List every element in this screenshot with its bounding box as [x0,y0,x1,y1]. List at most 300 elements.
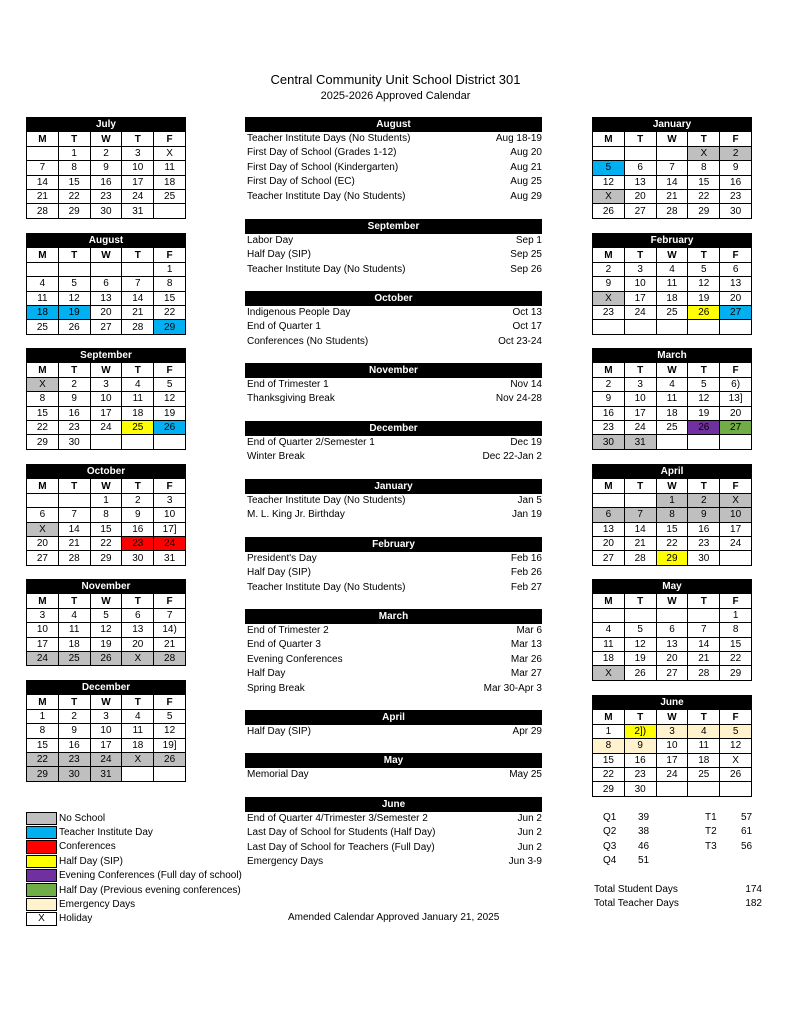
event-row [245,450,542,464]
legend-label: Teacher Institute Day [59,827,153,839]
day-cell: 18 [154,175,186,189]
day-cell: 21 [688,651,720,665]
stat-row [705,811,752,825]
event-row [245,581,542,595]
event-name: Indigenous People Day [247,307,351,318]
day-cell [656,435,688,449]
legend-item [26,854,286,868]
weekday-header: T [624,710,656,724]
day-cell: 24 [656,767,688,781]
day-cell: 30 [122,551,154,565]
weekday-header: F [154,695,186,709]
stat-value: 38 [638,826,650,838]
weekday-header: F [720,594,752,608]
day-cell: 10 [720,508,752,522]
legend-swatch [26,826,57,839]
month-calendar [592,233,752,335]
month-header: May [593,580,752,594]
day-cell: 31 [624,435,656,449]
event-name: First Day of School (EC) [247,176,355,188]
day-cell: 19 [624,651,656,665]
day-cell [624,320,656,334]
legend-item [26,840,286,854]
day-cell: 1 [593,724,625,738]
day-cell: 6 [593,508,625,522]
day-cell [720,782,752,796]
day-cell [27,493,59,507]
event-month-header: September [245,219,542,234]
event-name: Conferences (No Students) [247,335,369,347]
stat-row [705,825,752,839]
event-month-header: February [245,537,542,552]
month-calendar [592,117,752,219]
weekday-header: M [27,248,59,262]
day-cell: 27 [656,666,688,680]
day-cell: 18 [656,291,688,305]
day-cell [90,435,122,449]
event-month-header: June [245,797,542,812]
event-date: Mar 30-Apr 3 [483,682,542,694]
day-cell: 24 [122,189,154,203]
day-cell: 11 [122,392,154,406]
day-cell: X [593,291,625,305]
day-cell: 24 [624,420,656,434]
month-calendar [592,579,752,681]
day-cell: 4 [27,277,59,291]
weekday-header: M [593,710,625,724]
event-row [245,175,542,189]
weekday-header: M [593,248,625,262]
day-cell: 27 [27,551,59,565]
day-cell: 14 [58,522,90,536]
legend-item [26,897,286,911]
event-row [245,638,542,652]
day-cell: 16 [122,522,154,536]
day-cell: X [122,752,154,766]
day-cell: 14 [656,175,688,189]
weekday-header: M [593,363,625,377]
event-date: Aug 29 [510,190,542,202]
event-month-header: December [245,421,542,436]
event-month-header: March [245,609,542,624]
page-title: Central Community Unit School District 301 [270,72,521,87]
weekday-header: T [688,248,720,262]
weekday-header: T [624,363,656,377]
day-cell: 9 [58,392,90,406]
day-cell: 8 [154,277,186,291]
day-cell: 3 [656,724,688,738]
day-cell: 7 [624,508,656,522]
day-cell [688,320,720,334]
day-cell: 9 [58,724,90,738]
event-date: Jan 19 [511,509,542,521]
day-cell: 30 [593,435,625,449]
event-date: Mar 27 [510,668,542,680]
month-header: August [27,234,186,248]
day-cell: 12 [154,724,186,738]
day-cell [688,782,720,796]
weekday-header: F [720,248,752,262]
event-row [245,306,542,320]
weekday-header: T [58,363,90,377]
total-value: 174 [745,884,762,895]
day-cell: 26 [90,651,122,665]
day-cell [58,262,90,276]
day-cell: 28 [154,651,186,665]
weekday-header: M [27,695,59,709]
event-name: First Day of School (Kindergarten) [247,161,399,173]
event-name: Last Day of School for Students (Half Day) [247,827,436,839]
weekday-header: W [656,248,688,262]
day-cell: 29 [154,320,186,334]
page-subtitle: 2025-2026 Approved Calendar [320,90,471,102]
month-calendar [592,348,752,450]
weekday-header: T [122,363,154,377]
stat-label: Q2 [603,826,617,838]
day-cell: 30 [58,435,90,449]
event-date: Oct 17 [512,321,542,333]
event-group [245,609,542,696]
day-cell: 25 [27,320,59,334]
event-row [245,248,542,262]
stat-value: 39 [638,812,650,823]
event-name: Thanksgiving Break [247,393,335,405]
weekday-header: F [154,132,186,146]
day-cell: 12 [58,291,90,305]
day-cell: 18 [593,651,625,665]
day-cell: 9 [688,508,720,522]
day-cell: 20 [122,637,154,651]
month-calendar [26,233,186,335]
day-cell: 28 [656,204,688,218]
day-cell: 11 [593,637,625,651]
day-cell: 26 [58,320,90,334]
stat-value: 57 [741,812,753,823]
event-date: Oct 23-24 [498,335,542,347]
event-row [245,436,542,450]
weekday-header: W [90,363,122,377]
month-calendar [26,117,186,219]
event-month-header: August [245,117,542,132]
day-cell: 12 [90,623,122,637]
legend-swatch: X [26,912,57,925]
day-cell: 17 [90,406,122,420]
day-cell: 6 [720,262,752,276]
day-cell: 2 [593,262,625,276]
weekday-header: F [720,479,752,493]
day-cell: 28 [624,551,656,565]
day-cell: 17 [122,175,154,189]
day-cell: 16 [624,753,656,767]
month-header: February [593,234,752,248]
weekday-header: T [688,479,720,493]
event-row [245,667,542,681]
weekday-header: M [27,479,59,493]
weekday-header: W [656,479,688,493]
day-cell [624,608,656,622]
weekday-header: T [58,248,90,262]
day-cell: 22 [27,752,59,766]
legend-swatch [26,898,57,911]
day-cell: 20 [27,536,59,550]
event-row [245,653,542,667]
event-date: Jun 2 [517,813,542,824]
event-row [245,508,542,522]
day-cell: 30 [90,204,122,218]
event-name: M. L. King Jr. Birthday [247,509,345,521]
day-cell [90,262,122,276]
day-cell: 10 [624,392,656,406]
day-cell [656,146,688,160]
day-cell [593,608,625,622]
day-cell: 18 [656,406,688,420]
day-cell [688,608,720,622]
day-cell: 6 [624,161,656,175]
legend [26,811,286,926]
legend-label: Holiday [59,913,93,925]
day-cell [122,767,154,781]
weekday-header: T [122,695,154,709]
day-cell: 5 [720,724,752,738]
day-cell: 20 [720,406,752,420]
day-cell: 15 [27,406,59,420]
event-row [245,725,542,739]
day-cell: 8 [656,508,688,522]
day-cell: 15 [720,637,752,651]
legend-label: Half Day (SIP) [59,855,123,867]
weekday-header: W [656,132,688,146]
event-group [245,753,542,782]
month-calendar [26,464,186,566]
day-cell: 26 [720,767,752,781]
day-cell: 4 [122,377,154,391]
event-name: End of Quarter 4/Trimester 3/Semester 2 [247,813,428,824]
event-name: Teacher Institute Day (No Students) [247,190,406,202]
weekday-header: T [122,594,154,608]
event-name: President's Day [247,553,317,564]
day-cell: 2 [593,377,625,391]
day-cell [720,551,752,565]
day-cell: 1 [90,493,122,507]
legend-label: No School [59,812,106,824]
day-cell: 24 [90,752,122,766]
month-header: September [27,349,186,363]
weekday-header: M [27,363,59,377]
day-cell: 5 [58,277,90,291]
day-cell: 22 [154,305,186,319]
day-cell: 14) [154,623,186,637]
day-cell: 14 [27,175,59,189]
month-header: July [27,118,186,132]
day-cell: 11 [58,623,90,637]
event-row [245,263,542,277]
day-cell: 19] [154,738,186,752]
weekday-header: W [656,710,688,724]
day-cell: 28 [27,204,59,218]
day-cell: 10 [90,392,122,406]
day-cell: 22 [593,767,625,781]
day-cell: 13 [656,637,688,651]
weekday-header: F [154,594,186,608]
day-cell: 31 [90,767,122,781]
day-cell: 11 [154,161,186,175]
day-cell: 5 [688,377,720,391]
day-cell: 3 [90,709,122,723]
day-cell: 3 [624,377,656,391]
day-cell [656,320,688,334]
day-cell: 15 [656,522,688,536]
event-row [245,566,542,580]
total-value: 182 [745,898,762,910]
event-name: Half Day (SIP) [247,726,311,737]
weekday-header: T [122,479,154,493]
day-cell: 28 [58,551,90,565]
day-cell: 2 [720,146,752,160]
weekday-header: T [624,132,656,146]
day-cell: 3 [122,146,154,160]
day-cell: 17 [27,637,59,651]
event-row [245,768,542,782]
stat-row [705,840,752,854]
day-cell: X [27,377,59,391]
event-date: Jan 5 [517,495,542,506]
day-cell: 23 [90,189,122,203]
day-cell: 29 [90,551,122,565]
total-days [594,883,762,912]
stat-label: Q4 [603,855,617,867]
event-name: End of Quarter 3 [247,639,321,651]
day-cell: 10 [656,739,688,753]
event-date: Mar 26 [510,653,542,665]
event-row [245,494,542,508]
event-month-header: October [245,291,542,306]
event-row [245,378,542,392]
event-date: Feb 27 [510,581,542,593]
day-cell [656,608,688,622]
weekday-header: T [624,479,656,493]
day-cell: 9 [122,508,154,522]
day-cell: 4 [656,262,688,276]
event-date: Dec 19 [510,437,542,448]
day-cell: 1 [720,608,752,622]
legend-swatch [26,855,57,868]
weekday-header: F [720,710,752,724]
day-cell: 25 [154,189,186,203]
day-cell: 6 [656,623,688,637]
day-cell: 18 [58,637,90,651]
weekday-header: W [90,695,122,709]
weekday-header: F [720,363,752,377]
day-cell [122,435,154,449]
legend-label: Emergency Days [59,899,136,911]
day-cell [27,146,59,160]
day-cell: X [688,146,720,160]
weekday-header: T [122,132,154,146]
day-cell: 10 [122,161,154,175]
weekday-header: F [154,248,186,262]
event-row [245,335,542,349]
weekday-header: T [58,479,90,493]
day-cell: 19 [688,406,720,420]
day-cell: 13 [593,522,625,536]
weekday-header: W [90,132,122,146]
event-row [245,190,542,204]
weekday-header: T [688,710,720,724]
event-date: Aug 20 [510,147,542,159]
day-cell: 29 [688,204,720,218]
day-cell: 14 [624,522,656,536]
weekday-header: M [593,132,625,146]
day-cell: 9 [90,161,122,175]
day-cell: 17] [154,522,186,536]
event-row [245,146,542,160]
stat-label: Q3 [603,840,617,852]
day-cell: 12 [688,392,720,406]
month-calendar [26,680,186,782]
weekday-header: W [90,479,122,493]
day-cell: 31 [122,204,154,218]
day-cell: 31 [154,551,186,565]
weekday-header: M [593,594,625,608]
event-row [245,161,542,175]
day-cell: 7 [154,608,186,622]
day-cell: 7 [656,161,688,175]
legend-item [26,811,286,825]
event-month-header: November [245,363,542,378]
event-date: Mar 6 [516,625,542,636]
event-date: Feb 26 [510,567,542,579]
day-cell: X [593,666,625,680]
day-cell: 13 [90,291,122,305]
event-date: Feb 16 [510,553,542,564]
day-cell: 23 [593,305,625,319]
event-group [245,219,542,277]
event-row [245,234,542,248]
day-cell: 8 [593,739,625,753]
weekday-header: T [624,594,656,608]
legend-swatch [26,812,57,825]
event-name: Winter Break [247,451,305,463]
day-cell: 30 [720,204,752,218]
day-cell: 21 [122,305,154,319]
day-cell: X [154,146,186,160]
day-cell: 16 [90,175,122,189]
day-cell: 5 [624,623,656,637]
day-cell: 15 [593,753,625,767]
day-cell: 30 [624,782,656,796]
event-row [245,132,542,146]
day-cell: 19 [154,406,186,420]
day-cell: 11 [27,291,59,305]
day-cell: 25 [58,651,90,665]
legend-swatch [26,869,57,882]
day-cell: 21 [154,637,186,651]
day-cell: 3 [90,377,122,391]
event-name: Teacher Institute Days (No Students) [247,133,411,144]
month-header: October [27,465,186,479]
event-row [245,841,542,855]
day-cell: 15 [90,522,122,536]
day-cell: 3 [27,608,59,622]
day-cell: 22 [720,651,752,665]
event-date: Sep 1 [515,235,542,246]
stat-row [603,825,649,839]
month-calendar [26,348,186,450]
day-cell: 24 [27,651,59,665]
weekday-header: W [656,594,688,608]
legend-label: Evening Conferences (Full day of school) [59,870,242,882]
day-cell: 30 [58,767,90,781]
